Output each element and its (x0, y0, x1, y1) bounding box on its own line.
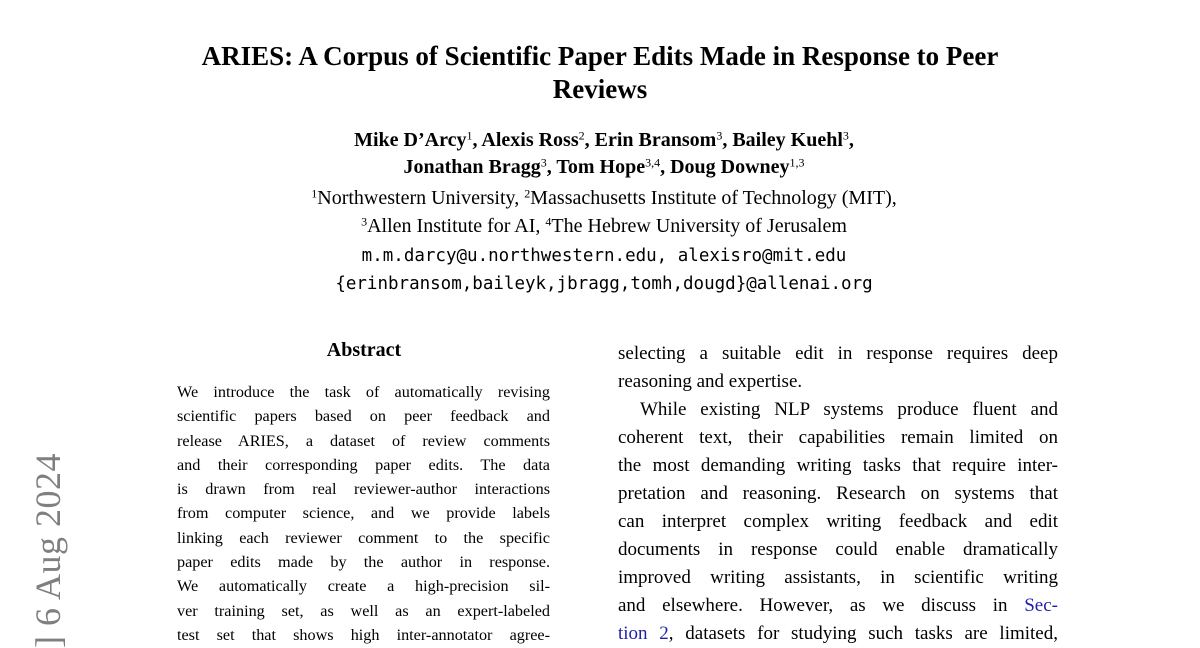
author-tom-hope: Tom Hope$^{3,4}$, (556, 155, 671, 178)
section-2-link-continued[interactable]: tion 2 (618, 623, 669, 644)
body-text-right-column (618, 340, 1058, 648)
affiliations (150, 184, 1058, 240)
body-line: documents in response could enable dramatically (618, 539, 1058, 560)
author-erin-bransom: Erin Bransom$^3$, (594, 128, 733, 151)
body-line: can interpret complex writing feedback and edit (618, 511, 1058, 532)
affiliation-allen-ai: $^3$Allen Institute for AI, (361, 214, 546, 237)
author-doug-downey: Doug Downey$^{1,3}$ (670, 155, 805, 178)
abstract-line: test set that shows high inter-annotator agree- (177, 625, 550, 644)
section-2-link[interactable]: Sec- (1024, 595, 1058, 616)
body-line: the most demanding writing tasks that require inter- (618, 455, 1058, 476)
body-line: reasoning and expertise. (618, 371, 803, 392)
author-list (150, 127, 1058, 181)
affiliation-hebrew-university: $^4$The Hebrew University of Jerusalem (545, 214, 847, 237)
abstract-line: is drawn from real reviewer-author interactions (177, 480, 550, 499)
body-line: improved writing assistants, in scientific writing (618, 567, 1058, 588)
abstract-body (177, 380, 550, 647)
body-line: coherent text, their capabilities remain limited on (618, 427, 1058, 448)
abstract-line: We automatically create a high-precision sil- (177, 577, 550, 596)
abstract-line: paper edits made by the author in response. (177, 553, 550, 572)
title-line-1: ARIES: A Corpus of Scientific Paper Edits Made in Response to Peer (201, 41, 999, 71)
body-line: While existing NLP systems produce fluent and (640, 399, 1058, 420)
affiliation-northwestern: $^1$Northwestern University, (311, 186, 525, 209)
author-emails (150, 242, 1058, 298)
abstract-line: from computer science, and we provide labels (177, 504, 550, 523)
author-jonathan-bragg: Jonathan Bragg$^3$, (403, 155, 557, 178)
arxiv-sidebar-stamp: ] 6 Aug 2024 (28, 453, 68, 648)
body-line: selecting a suitable edit in response requires deep (618, 343, 1058, 364)
author-alexis-ross: Alexis Ross$^2$, (481, 128, 595, 151)
paper-title (150, 40, 1050, 106)
title-line-2: Reviews (552, 74, 648, 104)
author-mike-darcy: Mike D’Arcy$^1$, (354, 128, 482, 151)
abstract-line: scientific papers based on peer feedback and (177, 407, 550, 426)
abstract-line: We introduce the task of automatically revising (177, 383, 550, 401)
abstract-line: release ARIES, a dataset of review comments (177, 431, 550, 450)
abstract-heading: Abstract (326, 339, 402, 361)
body-line: pretation and reasoning. Research on systems that (618, 483, 1058, 504)
email-line-1: m.m.darcy@u.northwestern.edu, alexisro@mit.edu (361, 246, 847, 266)
abstract-line: linking each reviewer comment to the specific (177, 528, 550, 547)
abstract-line: and their corresponding paper edits. The data (177, 455, 550, 474)
author-bailey-kuehl: Bailey Kuehl$^3$, (732, 128, 854, 151)
email-line-2: {erinbransom,baileyk,jbragg,tomh,dougd}@allenai.org (335, 274, 873, 294)
abstract-line: ver training set, as well as an expert-labeled (177, 601, 550, 620)
body-line: and elsewhere. However, as we discuss in Sec- (618, 595, 1058, 616)
body-line: tion 2, datasets for studying such tasks are limited, (618, 623, 1058, 644)
affiliation-mit: $^2$Massachusetts Institute of Technology (MIT), (524, 186, 897, 209)
